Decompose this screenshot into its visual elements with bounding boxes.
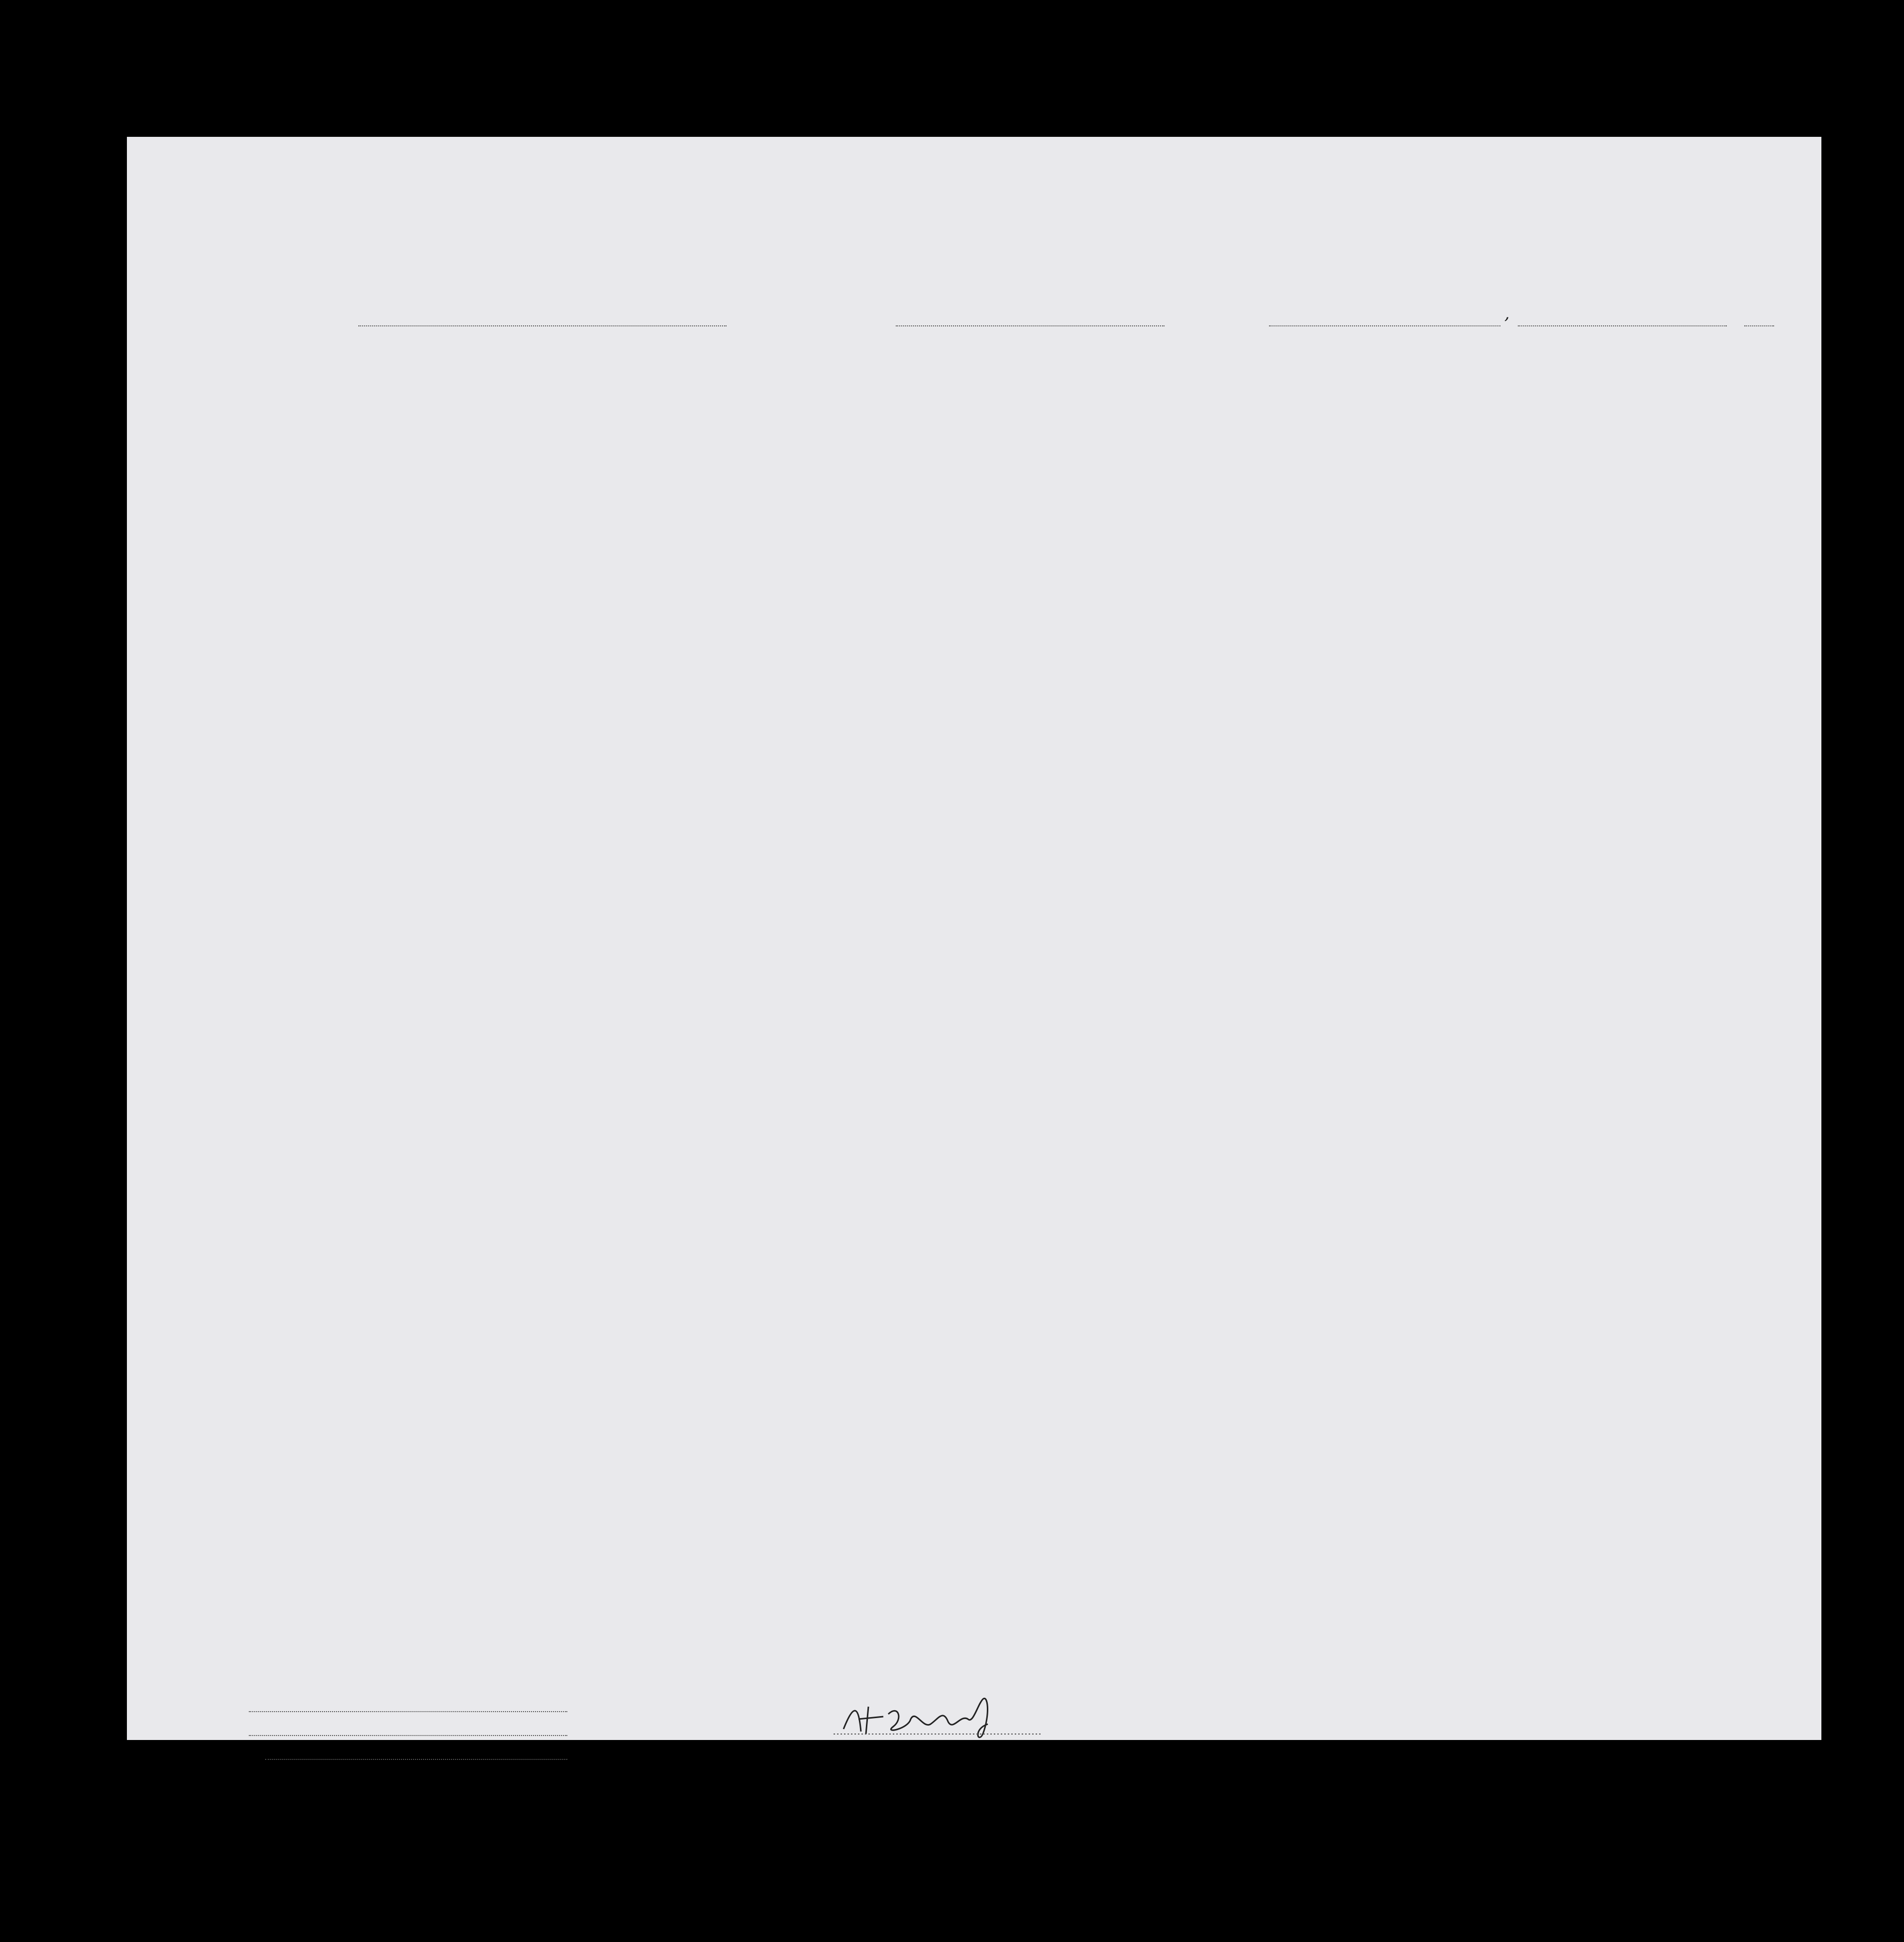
comma-separator: , bbox=[1504, 304, 1510, 323]
agents-value bbox=[265, 1742, 567, 1760]
inspector-signature bbox=[824, 1684, 1048, 1754]
header-col3 bbox=[236, 347, 550, 357]
manifest-sheet bbox=[127, 137, 1821, 1740]
header-col6 bbox=[759, 347, 913, 354]
manifest-grid bbox=[127, 137, 1821, 1740]
header-col4 bbox=[565, 347, 639, 350]
header-col14 bbox=[1320, 347, 1367, 360]
header-col15 bbox=[1369, 347, 1468, 352]
header-col16 bbox=[1471, 347, 1645, 352]
header-col5 bbox=[644, 347, 754, 352]
header-col8 bbox=[968, 347, 1013, 352]
header-col12 bbox=[1181, 347, 1270, 360]
owners-value bbox=[249, 1718, 567, 1736]
header-col13 bbox=[1271, 347, 1319, 360]
line-value bbox=[249, 1694, 567, 1712]
header-col10 bbox=[1052, 347, 1089, 360]
header-col9 bbox=[1015, 347, 1050, 360]
header-col11 bbox=[1090, 347, 1179, 360]
header-col17 bbox=[1646, 347, 1763, 352]
